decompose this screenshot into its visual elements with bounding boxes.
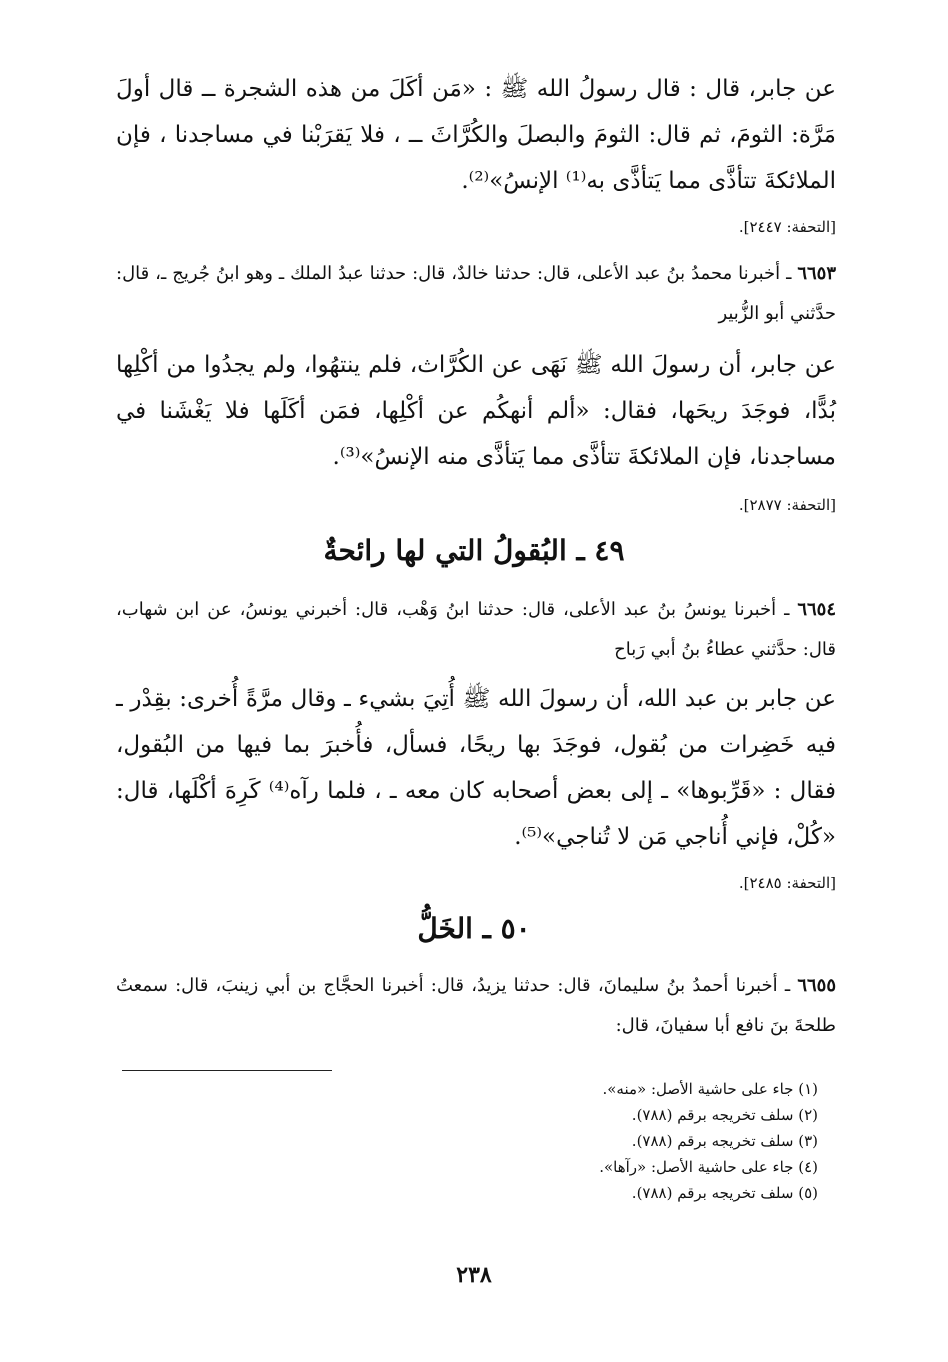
isnad-text: ـ أخبرنا يونسُ بنُ عبد الأعلى، قال: حدثنا ابنُ وَهْب، قال: أخبرني يونسُ، عن ابن شهاب، قال: حدَّثني عطاءُ بنُ أبي رَباح xyxy=(116,599,836,660)
paragraph-hadith-6653-matn: عن جابر، أن رسولَ الله ﷺ نَهَى عن الكُرَّاث، فلم ينتهُوا، ولم يجدُوا من أكْلِها بُدًّا، فوجَدَ ريحَها، فقال: «ألم أنهكُم عن أكْلِها، فمَن أكَلَها فلا يَغْشَنا في مساجدنا، فإن الملائكةَ تتأذَّى مما يَتأذَّى منه الإنسُ»⁽³⁾. xyxy=(116,352,836,470)
paragraph-hadith-6654-matn: عن جابر بن عبد الله، أن رسولَ الله ﷺ أُتِيَ بشيء ـ وقال مرَّةً أُخرى: بقِدْر ـ فيه خَضِرات من بُقول، فوجَدَ بها ريحًا، فسأل، فأُخبرَ بما فيها من البُقول، فقال : «قَرِّبوها» ـ إلى بعض أصحابه كان معه ـ ، فلما رآه⁽⁴⁾ كَرِهَ أكْلَها، قال: «كُلْ، فإني أُناجي مَن لا تُناجي»⁽⁵⁾. xyxy=(116,686,836,850)
isnad-text: ـ أخبرنا محمدُ بنُ عبد الأعلى، قال: حدثنا خالدٌ، قال: حدثنا عبدُ الملك ـ وهو ابنُ جُريج ـ، قال: حدَّثني أبو الزُّبير xyxy=(116,263,836,324)
isnad-text: ـ أخبرنا أحمدُ بنُ سليمانَ، قال: حدثنا يزيدُ، قال: أخبرنا الحجَّاج بن أبي زينبَ، قال: سمعتُ طلحةَ بنَ نافع أبا سفيانَ، قال: xyxy=(116,975,836,1036)
page-number: ٢٣٨ xyxy=(456,1262,492,1288)
hadith-6654-chain xyxy=(116,590,836,670)
footnote-item: (٣) سلف تخريجه برقم (٧٨٨). xyxy=(631,1132,818,1150)
tuhfa-reference: [التحفة: ٢٤٤٧]. xyxy=(738,218,836,236)
hadith-number: ٦٦٥٤ xyxy=(797,599,836,620)
footnote-divider xyxy=(122,1070,332,1071)
hadith-number: ٦٦٥٣ xyxy=(797,263,836,284)
footnote-item: (٤) جاء على حاشية الأصل: «رآها». xyxy=(599,1158,818,1176)
footnote-item: (٥) سلف تخريجه برقم (٧٨٨). xyxy=(631,1184,818,1202)
hadith-6653-chain xyxy=(116,254,836,334)
hadith-6655-chain xyxy=(116,966,836,1046)
tuhfa-reference: [التحفة: ٢٨٧٧]. xyxy=(738,496,836,514)
footnote-item: (١) جاء على حاشية الأصل: «منه». xyxy=(602,1080,818,1098)
tuhfa-reference: [التحفة: ٢٤٨٥]. xyxy=(738,874,836,892)
footnotes xyxy=(338,1076,818,1206)
hadith-number: ٦٦٥٥ xyxy=(797,975,836,996)
chapter-heading-50: ٥٠ ـ الخَلُّ xyxy=(417,912,531,945)
footnote-item: (٢) سلف تخريجه برقم (٧٨٨). xyxy=(631,1106,818,1124)
chapter-heading-49: ٤٩ ـ البُقولُ التي لها رائحةٌ xyxy=(323,534,625,567)
paragraph-hadith-6652-matn: عن جابر، قال : قال رسولُ الله ﷺ : «مَن أكَلَ من هذه الشجرة ــ قال أولَ مَرَّة: الثومَ، ثم قال: الثومَ والبصلَ والكُرَّاثَ ــ ، فلا يَقرَبْنا في مساجدنا ، فإن الملائكةَ تتأذَّى مما يَتأذَّى به⁽¹⁾ الإنسُ»⁽²⁾. xyxy=(116,76,836,194)
